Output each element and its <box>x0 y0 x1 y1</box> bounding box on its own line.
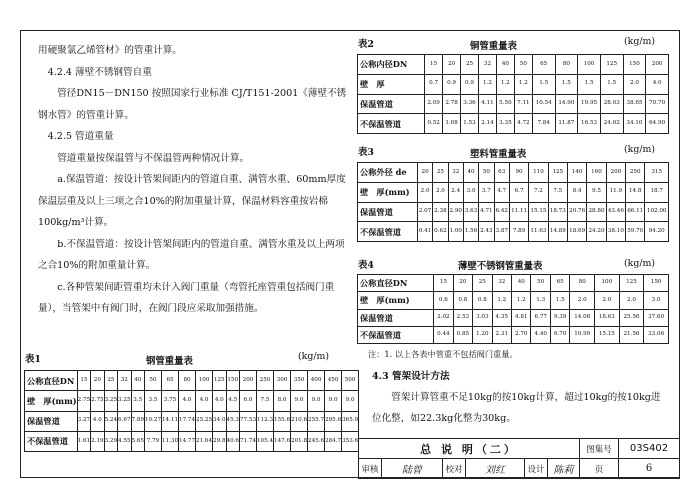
table-cell: 1.5 <box>578 74 601 94</box>
table-cell: 4.5 <box>226 391 239 411</box>
page-label: 页 <box>580 459 619 479</box>
table-cell: 80 <box>555 55 578 75</box>
table-cell: 4.72 <box>514 114 532 134</box>
table-cell: 19.95 <box>578 94 601 114</box>
row-header: 不保温管道 <box>358 222 418 242</box>
stainless-pipe-weight-table <box>357 274 669 344</box>
table-cell: 59.70 <box>626 222 645 242</box>
table-cell: 4.55 <box>118 431 131 451</box>
table-cell: 100 <box>196 371 213 391</box>
table-cell: 32 <box>118 371 131 391</box>
table-cell: 10.27 <box>144 411 161 431</box>
table-cell: 34.10 <box>623 114 646 134</box>
row-nominal-size <box>358 163 669 183</box>
row-header: 不保温管道 <box>25 431 78 451</box>
table-cell: 2.31 <box>492 326 511 343</box>
table-cell: 155.6 <box>274 411 291 431</box>
table-cell: 9.0 <box>291 391 308 411</box>
table-cell: 15 <box>425 55 443 75</box>
table-cell: 112.3 <box>257 411 274 431</box>
table-cell: 15 <box>77 371 90 391</box>
table-cell: 315 <box>645 163 669 183</box>
table-cell: 18.7 <box>645 182 669 202</box>
table-cell: 1.2 <box>512 292 531 309</box>
plastic-pipe-weight-table <box>357 162 669 242</box>
row-uninsulated <box>358 222 669 242</box>
table-cell: 4.11 <box>478 94 496 114</box>
table-cell: 71.74 <box>239 431 256 451</box>
table-cell: 0.8 <box>473 292 492 309</box>
table-cell: 0.9 <box>461 74 479 94</box>
table-cell: 2.02 <box>434 309 453 326</box>
table-cell: 125 <box>213 371 226 391</box>
table-unit: (kg/m) <box>298 351 330 362</box>
table-cell: 80 <box>570 275 595 292</box>
table-cell: 4.0 <box>179 391 196 411</box>
table-cell: 11.9 <box>606 182 625 202</box>
table-cell: 0.6 <box>434 292 453 309</box>
table-cell: 8.4 <box>567 182 586 202</box>
row-header: 不保温管道 <box>358 114 425 134</box>
table-cell: 63 <box>494 163 509 183</box>
table-cell: 20 <box>417 163 432 183</box>
table-cell: 65 <box>162 371 179 391</box>
review-signature: 陆曾 <box>382 459 443 479</box>
table-caption: 表1 <box>25 354 41 365</box>
row-uninsulated <box>358 326 669 343</box>
table-cell: 400 <box>308 371 325 391</box>
paragraph: 管架计算管重不足10kg的按10kg计算，超过10kg的按10kg进位化整，如22.3kg化整为30kg。 <box>372 392 661 424</box>
table-cell: 94.20 <box>645 222 669 242</box>
table-cell: 105.4 <box>257 431 274 451</box>
steel-pipe-weight-table <box>24 370 359 452</box>
row-insulated <box>358 202 669 222</box>
table-cell: 4.0 <box>213 391 226 411</box>
row-header: 公称直径DN <box>25 371 78 391</box>
table-title: 塑料管重量表 <box>470 149 527 160</box>
paragraph: 管道重量按保温管与不保温管两种情况计算。 <box>57 152 250 164</box>
table-cell: 90 <box>509 163 528 183</box>
table-cell: 125 <box>548 163 567 183</box>
table-cell: 102.00 <box>645 202 669 222</box>
table-cell: 50 <box>531 275 550 292</box>
table-cell: 201.8 <box>291 431 308 451</box>
table-cell: 25 <box>461 55 479 75</box>
table-cell: 3.5 <box>144 391 161 411</box>
row-uninsulated <box>25 431 359 451</box>
table-cell: 20.76 <box>567 202 586 222</box>
table-cell: 40 <box>463 163 478 183</box>
row-header: 保温管道 <box>358 309 434 326</box>
table-cell: 6.7 <box>509 182 528 202</box>
row-wall-thickness <box>358 292 669 309</box>
table-cell: 2.75 <box>77 391 90 411</box>
table-cell: 150 <box>226 371 239 391</box>
table-cell: 11.11 <box>509 202 528 222</box>
table-cell: 2.90 <box>448 202 463 222</box>
table-cell: 3.35 <box>496 114 514 134</box>
table-cell: 250 <box>626 163 645 183</box>
table-cell: 24.20 <box>587 222 606 242</box>
table-cell: 40 <box>512 275 531 292</box>
table-cell: 4.0 <box>91 411 104 431</box>
table-cell: 15.15 <box>595 326 620 343</box>
table-cell: 10.99 <box>570 326 595 343</box>
row-header: 保温管道 <box>358 94 425 114</box>
atlas-label: 图集号 <box>580 439 619 459</box>
table-cell: 200 <box>646 55 669 75</box>
row-header: 壁 厚(mm) <box>25 391 78 411</box>
table-cell: 32 <box>448 163 463 183</box>
row-header: 公称内径DN <box>358 55 425 75</box>
table-cell: 2.38 <box>433 202 448 222</box>
table-cell: 1.00 <box>448 222 463 242</box>
table-cell: 7.89 <box>131 411 144 431</box>
row-insulated <box>358 94 669 114</box>
table-cell: 0.7 <box>425 74 443 94</box>
table-cell: 2.09 <box>425 94 443 114</box>
table-unit: (kg/m) <box>624 144 656 155</box>
section-heading-4-3: 4.3 管架设计方法 <box>372 371 450 382</box>
table-cell: 3.25 <box>104 391 117 411</box>
table-cell: 110 <box>529 163 548 183</box>
row-nominal-size <box>358 275 669 292</box>
table-cell: 2.0 <box>619 292 644 309</box>
table-cell: 40 <box>131 371 144 391</box>
table-cell: 100 <box>595 275 620 292</box>
table-cell: 14.08 <box>570 309 595 326</box>
paragraph: b.不保温管道：按设计管架间距内的管道自重、满管水重及以上两项之合10%的附加重量计算。 <box>38 238 345 271</box>
table-cell: 450 <box>325 371 342 391</box>
table-cell: 2.78 <box>443 94 461 114</box>
paragraph: c.各种管架间距管重均未计入阀门重量（弯管托座管重包括阀门重量），当管架中有阀门时，在阀门段应采取加强措施。 <box>38 281 335 314</box>
table-cell: 4.0 <box>196 391 213 411</box>
table-cell: 43.46 <box>606 202 625 222</box>
table-cell: 17.74 <box>179 411 196 431</box>
table-caption: 表2 <box>358 39 374 50</box>
table-cell: 4.35 <box>492 309 511 326</box>
table-cell: 3.87 <box>494 222 509 242</box>
table-cell: 4.81 <box>512 309 531 326</box>
table-cell: 29.8 <box>213 431 226 451</box>
table-cell: 0.52 <box>425 114 443 134</box>
table-cell: 300 <box>274 371 291 391</box>
row-header: 保温管道 <box>25 411 78 431</box>
table-title: 薄壁不锈钢管重量表 <box>458 261 543 272</box>
row-nominal-size <box>25 371 359 391</box>
table-cell: 9.39 <box>550 309 569 326</box>
table-cell: 14.77 <box>179 431 196 451</box>
page-number: 6 <box>619 459 680 479</box>
table-cell: 200 <box>239 371 256 391</box>
table-cell: 245.6 <box>308 431 325 451</box>
check-signature: 刘红 <box>466 459 525 479</box>
table-cell: 1.5 <box>555 74 578 94</box>
row-insulated <box>358 309 669 326</box>
table-cell: 0.8 <box>453 292 472 309</box>
table-cell: 34.0 <box>213 411 226 431</box>
table-cell: 50 <box>514 55 532 75</box>
table-cell: 21.64 <box>196 431 213 451</box>
table-cell: 0.41 <box>417 222 432 242</box>
table-cell: 7.2 <box>529 182 548 202</box>
table-cell: 65 <box>532 55 555 75</box>
table-cell: 3.36 <box>461 94 479 114</box>
section-heading-4-2-5: 4.2.5 管道重量 <box>47 131 114 142</box>
table-cell: 7.89 <box>509 222 528 242</box>
table-cell: 38.10 <box>606 222 625 242</box>
table-cell: 3.25 <box>118 391 131 411</box>
table-cell: 2.75 <box>91 391 104 411</box>
table-cell: 14.8 <box>626 182 645 202</box>
table-cell: 18.73 <box>548 202 567 222</box>
table-cell: 66.11 <box>626 202 645 222</box>
table-cell: 2.0 <box>433 182 448 202</box>
table-cell: 2.4 <box>448 182 463 202</box>
table-cell: 24.02 <box>600 114 623 134</box>
table-cell: 5.50 <box>496 94 514 114</box>
table-cell: 125 <box>600 55 623 75</box>
table-cell: 11.30 <box>162 431 179 451</box>
review-label: 审核 <box>359 459 382 479</box>
left-text-column <box>38 40 348 320</box>
paragraph: 用硬聚氯乙烯管材》的管重计算。 <box>38 45 182 56</box>
table-cell: 5.65 <box>131 431 144 451</box>
table-cell: 32 <box>478 55 496 75</box>
table-cell: 38.65 <box>623 94 646 114</box>
table-cell: 25 <box>433 163 448 183</box>
table-cell: 6.42 <box>494 202 509 222</box>
table-cell: 15 <box>434 275 453 292</box>
table-caption: 表4 <box>358 260 374 271</box>
table-cell: 1.53 <box>461 114 479 134</box>
table-cell: 18.69 <box>567 222 586 242</box>
table-cell: 14.90 <box>555 94 578 114</box>
table-cell: 1.2 <box>496 74 514 94</box>
table-cell: 1.5 <box>550 292 569 309</box>
table-title: 铜管重量表 <box>470 41 517 52</box>
table-cell: 1.61 <box>77 431 90 451</box>
title-block <box>358 438 680 479</box>
table-cell: 28.03 <box>600 94 623 114</box>
table-unit: (kg/m) <box>624 258 656 269</box>
table-cell: 14.89 <box>548 222 567 242</box>
table-cell: 3.75 <box>162 391 179 411</box>
copper-pipe-weight-table <box>357 54 669 134</box>
table-cell: 500 <box>342 371 359 391</box>
table-cell: 33.06 <box>644 326 669 343</box>
table-cell: 18.63 <box>595 309 620 326</box>
paragraph: a.保温管道：按设计管架间距内的管道自重、满管水重、60mm厚度保温层重及以上三项之合10%的附加重量计算，保温材料容重按岩棉100kg/m³计算。 <box>38 174 346 228</box>
table-cell: 7.5 <box>257 391 274 411</box>
table-cell: 20 <box>453 275 472 292</box>
table-cell: 1.3 <box>531 292 550 309</box>
table-cell: 4.71 <box>479 202 494 222</box>
table-title: 钢管重量表 <box>146 356 193 367</box>
table-cell: 25 <box>104 371 117 391</box>
table-cell: 32 <box>492 275 511 292</box>
table-cell: 4.0 <box>646 74 669 94</box>
table-cell: 20 <box>91 371 104 391</box>
table-cell: 25.25 <box>196 411 213 431</box>
table-cell: 45.3 <box>226 411 239 431</box>
table-cell: 0.9 <box>443 74 461 94</box>
table-cell: 1.2 <box>478 74 496 94</box>
table-cell: 7.79 <box>144 431 161 451</box>
table-cell: 1.20 <box>473 326 492 343</box>
table-cell: 2.07 <box>417 202 432 222</box>
table-cell: 3.7 <box>479 182 494 202</box>
row-header: 保温管道 <box>358 202 418 222</box>
table-cell: 20 <box>443 55 461 75</box>
table-cell: 2.0 <box>417 182 432 202</box>
row-insulated <box>25 411 359 431</box>
table-cell: 2.0 <box>595 292 620 309</box>
table-cell: 3.03 <box>473 309 492 326</box>
row-header: 壁 厚 <box>358 74 425 94</box>
table-cell: 350 <box>291 371 308 391</box>
table-cell: 37.60 <box>644 309 669 326</box>
table-cell: 6.77 <box>531 309 550 326</box>
table-cell: 9.0 <box>342 391 359 411</box>
row-header: 壁 厚(mm) <box>358 292 434 309</box>
table-cell: 1.08 <box>443 114 461 134</box>
row-header: 公称直径DN <box>358 275 434 292</box>
table-cell: 1.5 <box>532 74 555 94</box>
table-cell: 3.63 <box>463 202 478 222</box>
table-cell: 3.5 <box>131 391 144 411</box>
table-cell: 150 <box>644 275 669 292</box>
table-cell: 2.0 <box>623 74 646 94</box>
table-caption: 表3 <box>358 147 374 158</box>
table-cell: 5.24 <box>104 411 117 431</box>
table-cell: 125 <box>619 275 644 292</box>
table-cell: 1.2 <box>492 292 511 309</box>
table-cell: 50 <box>479 163 494 183</box>
table-cell: 4.40 <box>531 326 550 343</box>
table-cell: 9.0 <box>308 391 325 411</box>
table-cell: 10.54 <box>532 94 555 114</box>
table-cell: 4.7 <box>494 182 509 202</box>
table-cell: 140 <box>567 163 586 183</box>
table-cell: 284.7 <box>325 431 342 451</box>
table-cell: 100 <box>578 55 601 75</box>
table-cell: 0.85 <box>453 326 472 343</box>
paragraph: 管径DN15－DN150 按照国家行业标准 CJ/T151-2001《薄壁不锈钢水管》的管重计算。 <box>38 88 347 121</box>
table-cell: 6.67 <box>118 411 131 431</box>
check-label: 校对 <box>443 459 466 479</box>
table-cell: 3.29 <box>104 431 117 451</box>
table-cell: 255.7 <box>308 411 325 431</box>
table-cell: 6.70 <box>550 326 569 343</box>
table-cell: 16.53 <box>578 114 601 134</box>
table-cell: 160 <box>587 163 606 183</box>
table-cell: 70.70 <box>646 94 669 114</box>
table-cell: 3.0 <box>463 182 478 202</box>
table-note: 注：1. 以上各表中管重不包括阀门重量。 <box>368 349 518 359</box>
table-cell: 9.5 <box>587 182 606 202</box>
table-cell: 25 <box>473 275 492 292</box>
table-cell: 80 <box>179 371 196 391</box>
drawing-title: 总 说 明（二） <box>359 439 580 459</box>
row-wall-thickness <box>358 74 669 94</box>
table-cell: 147.6 <box>274 431 291 451</box>
table-cell: 28.80 <box>587 202 606 222</box>
table-cell: 21.56 <box>619 326 644 343</box>
design-signature: 陈莉 <box>548 459 580 479</box>
table-cell: 7.84 <box>532 114 555 134</box>
table-cell: 40.6 <box>226 431 239 451</box>
table-cell: 64.90 <box>646 114 669 134</box>
table-cell: 11.63 <box>529 222 548 242</box>
table-cell: 7.5 <box>548 182 567 202</box>
table-cell: 6.0 <box>239 391 256 411</box>
table-cell: 11.87 <box>555 114 578 134</box>
table-cell: 353.6 <box>342 431 359 451</box>
table-cell: 65 <box>550 275 569 292</box>
row-nominal-size <box>358 55 669 75</box>
row-header: 不保温管道 <box>358 326 434 343</box>
table-cell: 210.6 <box>291 411 308 431</box>
table-cell: 0.62 <box>433 222 448 242</box>
table-cell: 2.70 <box>512 326 531 343</box>
table-cell: 0.44 <box>434 326 453 343</box>
table-cell: 50 <box>144 371 161 391</box>
design-label: 设计 <box>525 459 548 479</box>
table-cell: 250 <box>257 371 274 391</box>
table-cell: 1.5 <box>600 74 623 94</box>
table-cell: 7.11 <box>514 94 532 114</box>
row-wall-thickness <box>358 182 669 202</box>
table-cell: 40 <box>496 55 514 75</box>
table-cell: 25.56 <box>619 309 644 326</box>
row-wall-thickness <box>25 391 359 411</box>
table-unit: (kg/m) <box>624 36 656 47</box>
row-uninsulated <box>358 114 669 134</box>
table-cell: 2.53 <box>453 309 472 326</box>
table-cell: 1.56 <box>463 222 478 242</box>
table-cell: 295.6 <box>325 411 342 431</box>
table-cell: 14.11 <box>162 411 179 431</box>
table-cell: 150 <box>623 55 646 75</box>
table-cell: 3.0 <box>644 292 669 309</box>
table-cell: 8.0 <box>274 391 291 411</box>
table-cell: 2.43 <box>479 222 494 242</box>
table-cell: 1.2 <box>514 74 532 94</box>
atlas-number: 03S402 <box>619 439 680 459</box>
row-header: 壁 厚(mm) <box>358 182 418 202</box>
table-cell: 77.53 <box>239 411 256 431</box>
table-cell: 365.9 <box>342 411 359 431</box>
table-cell: 9.0 <box>325 391 342 411</box>
row-header: 公称外径 de <box>358 163 418 183</box>
table-cell: 200 <box>606 163 625 183</box>
table-cell: 2.0 <box>570 292 595 309</box>
table-cell: 3.27 <box>77 411 90 431</box>
table-cell: 2.14 <box>478 114 496 134</box>
table-cell: 15.15 <box>529 202 548 222</box>
table-cell: 2.19 <box>91 431 104 451</box>
section-heading-4-2-4: 4.2.4 薄壁不锈钢管自重 <box>47 66 152 78</box>
